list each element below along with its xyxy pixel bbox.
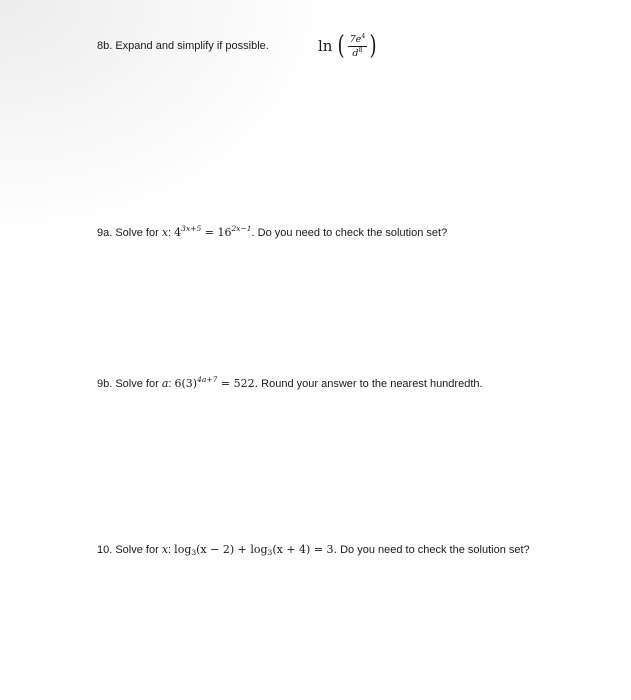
problem-9a-variable: x [161, 226, 169, 239]
problem-8b [97, 39, 269, 53]
problem-10-prefix: 10. Solve for [97, 544, 162, 556]
problem-9a-suffix: . Do you need to check the solution set? [251, 227, 448, 239]
fraction-numerator: $7e^4$ [349, 31, 366, 45]
problem-9a-prefix: 9a. Solve for [97, 227, 162, 239]
problem-10: 10. Solve for x: $\log_3(x - 2) + \log_3(x + 4) = 3$. Do you need to check the solution set? [97, 543, 530, 557]
problem-8b-label: 8b. Expand and simplify if possible. [97, 40, 269, 52]
problem-9b-equation: $6(3)^{4a+7} = 522$. [174, 375, 259, 390]
problem-10-suffix: Do you need to check the solution set? [337, 544, 530, 556]
fraction [348, 31, 368, 59]
problem-8b-expression [318, 31, 379, 61]
left-paren: ( [337, 31, 346, 61]
ln-function: ln [318, 37, 333, 55]
fraction-denominator: $d^8$ [352, 45, 363, 59]
problem-9b-prefix: 9b. Solve for [97, 378, 162, 390]
problem-9b-variable: a [161, 377, 169, 390]
problem-9a-equation: $4^{3x+5} = 16^{2x-1}$ [174, 224, 252, 239]
right-paren: ) [369, 31, 378, 61]
problem-10-equation: $\log_3(x - 2) + \log_3(x + 4) = 3$. [174, 543, 338, 557]
problem-10-variable: x [161, 543, 169, 556]
problem-9b: 9b. Solve for a: $6(3)^{4a+7} = 522$. Round your answer to the nearest hundredth. [97, 375, 483, 390]
problem-9b-suffix: Round your answer to the nearest hundredth. [258, 378, 483, 390]
problem-9a: 9a. Solve for x: $4^{3x+5} = 16^{2x-1}$. Do you need to check the solution set? [97, 224, 448, 239]
